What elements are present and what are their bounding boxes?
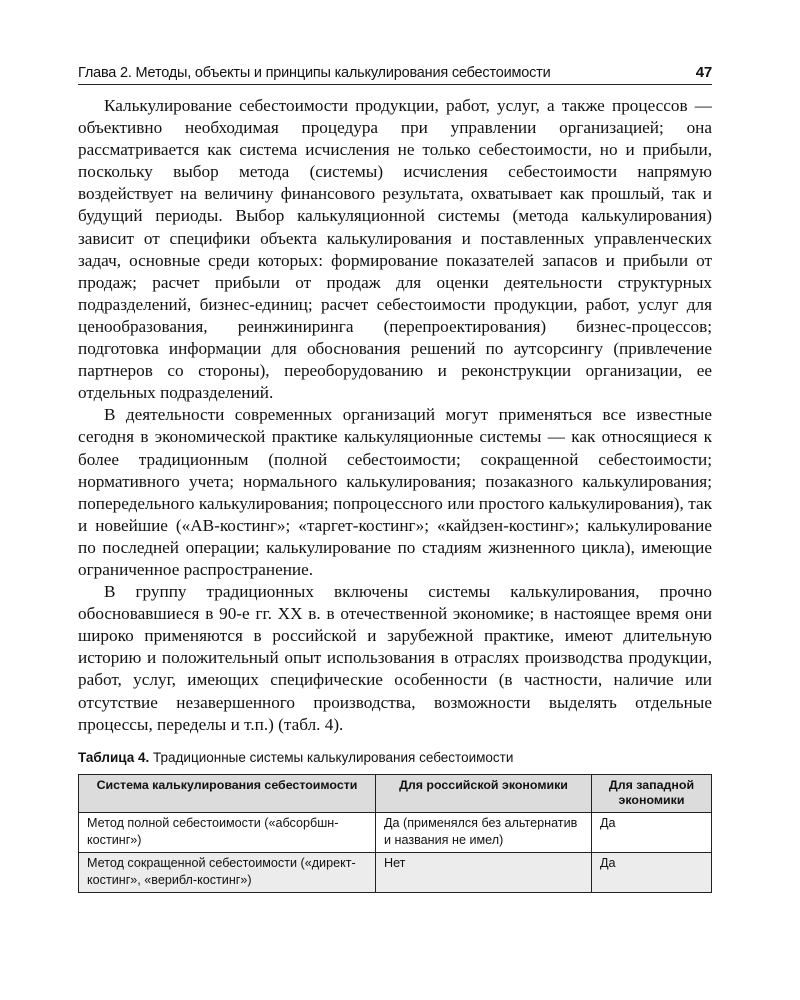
paragraph: В группу традиционных включены системы калькулирования, прочно обосновавшиеся в 90-е гг. XX в. в отечественной экономике; в настоящее время они широко применяются в российской и зарубежной практике, имеют длительную историю и положительный опыт использования в отраслях производства продукции, работ, услуг, имеющих специфические особенности (в частности, наличие или отсутствие незавершенного производства, возможности выделять отдельные процессы, переделы и т.п.) (табл. 4). bbox=[78, 582, 712, 734]
table-caption-label: Таблица 4. bbox=[78, 749, 150, 765]
column-header-russian: Для российской экономики bbox=[376, 774, 592, 812]
book-page bbox=[78, 64, 712, 893]
table-cell: Да bbox=[592, 852, 712, 892]
table-caption bbox=[78, 750, 712, 765]
column-header-system: Система калькулирования себестоимости bbox=[79, 774, 376, 812]
table-cell: Метод полной себестоимости («абсорбшн-костинг») bbox=[79, 812, 376, 852]
column-header-western: Для западной экономики bbox=[592, 774, 712, 812]
table-caption-text: Традиционные системы калькулирования себестоимости bbox=[153, 749, 514, 765]
table-row bbox=[79, 852, 712, 892]
chapter-title: Глава 2. Методы, объекты и принципы калькулирования себестоимости bbox=[78, 65, 551, 81]
table-header-row bbox=[79, 774, 712, 812]
table-cell: Метод сокращенной себестоимости («директ-костинг», «верибл-костинг») bbox=[79, 852, 376, 892]
page-number: 47 bbox=[695, 64, 712, 81]
costing-systems-table bbox=[78, 774, 712, 893]
paragraph: Калькулирование себестоимости продукции, работ, услуг, а также процессов — объективно необходимая процедура при управлении организацией; она рассматривается как система исчисления не только себестоимости, но и прибыли, поскольку выбор метода (системы) исчисления себестоимости напрямую воздействует на величину финансового результата, охватывает как прошлый, так и будущий периоды. Выбор калькуляционной системы (метода калькулирования) зависит от специфики объекта калькулирования и поставленных управленческих задач, основные среди которых: формирование показателей запасов и прибыли от продаж; расчет прибыли от продаж для оценки деятельности структурных подразделений, бизнес-единиц; расчет себестоимости продукции, работ, услуг для ценообразования, реинжиниринга (перепроектирования) бизнес-процессов; подготовка информации для обоснования решений по аутсорсингу (привлечение партнеров со стороны), переоборудованию и реконструкции организации, ее отдельных подразделений. bbox=[78, 96, 712, 403]
table-cell: Да (применялся без альтернатив и названия не имел) bbox=[376, 812, 592, 852]
table-cell: Да bbox=[592, 812, 712, 852]
paragraph: В деятельности современных организаций могут применяться все известные сегодня в экономической практике калькуляционные системы — как относящиеся к более традиционным (полной себестоимости; сокращенной себестоимости; нормативного учета; нормального калькулирования; позаказного калькулирования; попередельного калькулирования; попроцессного или простого калькулирования), так и новейшие («АВ-костинг»; «таргет-костинг»; «кайдзен-костинг»; калькулирование по последней операции; калькулирование по стадиям жизненного цикла), имеющие ограниченное распространение. bbox=[78, 405, 712, 579]
table-cell: Нет bbox=[376, 852, 592, 892]
running-header bbox=[78, 64, 712, 85]
body-text bbox=[78, 95, 712, 736]
table-row bbox=[79, 812, 712, 852]
